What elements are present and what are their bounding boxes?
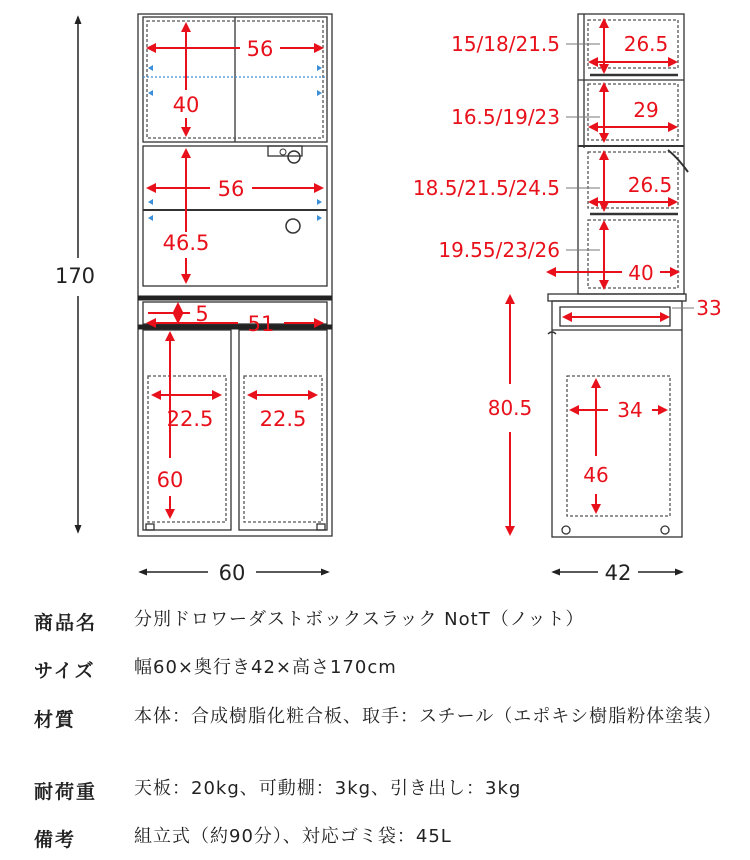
front-middle-height-label: 46.5 <box>162 231 210 255</box>
spec-label: 商品名 <box>34 612 98 634</box>
spec-value: 分別ドロワーダストボックスラック NotT（ノット） <box>134 609 585 630</box>
side-shelf2-height-label: 16.5/19/23 <box>451 105 560 129</box>
front-top-height-label: 40 <box>172 93 200 117</box>
spec-value: 組立式（約90分）、対応ゴミ袋：45L <box>134 826 452 847</box>
front-view <box>138 14 332 536</box>
front-bin-right-width-label: 22.5 <box>259 407 307 431</box>
front-drawer-height-label: 5 <box>195 302 209 326</box>
front-total-width-label: 60 <box>218 561 246 585</box>
front-drawer-width-label: 51 <box>247 312 275 336</box>
spec-label: 耐荷重 <box>34 781 98 803</box>
side-shelf2-depth-label: 29 <box>633 98 659 122</box>
front-overall-arrows <box>78 17 328 572</box>
spec-label: 備考 <box>34 829 77 851</box>
side-shelf4-depth-label: 40 <box>628 261 654 285</box>
side-shelf3-depth-label: 26.5 <box>627 173 673 197</box>
spec-value: 本体：合成樹脂化粧合板、取手：スチール（エポキシ樹脂粉体塗装） <box>134 706 723 727</box>
side-shelf1-depth-label: 26.5 <box>623 32 669 56</box>
side-bin-depth-label: 34 <box>617 398 643 422</box>
side-lower-height-label: 80.5 <box>487 396 533 420</box>
front-top-width-label: 56 <box>246 37 274 61</box>
spec-value: 天板：20kg、可動棚：3kg、引き出し：3kg <box>134 778 522 799</box>
side-bin-height-label: 46 <box>583 463 609 487</box>
spec-value: 幅60×奥行き42×高さ170cm <box>134 657 397 678</box>
spec-label: 材質 <box>34 709 77 731</box>
side-shelf3-height-label: 18.5/21.5/24.5 <box>412 176 560 200</box>
front-bin-height-label: 60 <box>156 468 184 492</box>
front-middle-width-label: 56 <box>217 177 245 201</box>
side-total-depth-label: 42 <box>604 561 632 585</box>
front-total-height-label: 170 <box>54 264 96 288</box>
side-shelf1-height-label: 15/18/21.5 <box>451 32 560 56</box>
front-bin-left-width-label: 22.5 <box>166 407 214 431</box>
side-shelf4-height-label: 19.55/23/26 <box>438 238 560 262</box>
side-drawer-depth-label: 33 <box>696 296 722 320</box>
side-view <box>548 14 688 537</box>
spec-label: サイズ <box>34 660 96 682</box>
